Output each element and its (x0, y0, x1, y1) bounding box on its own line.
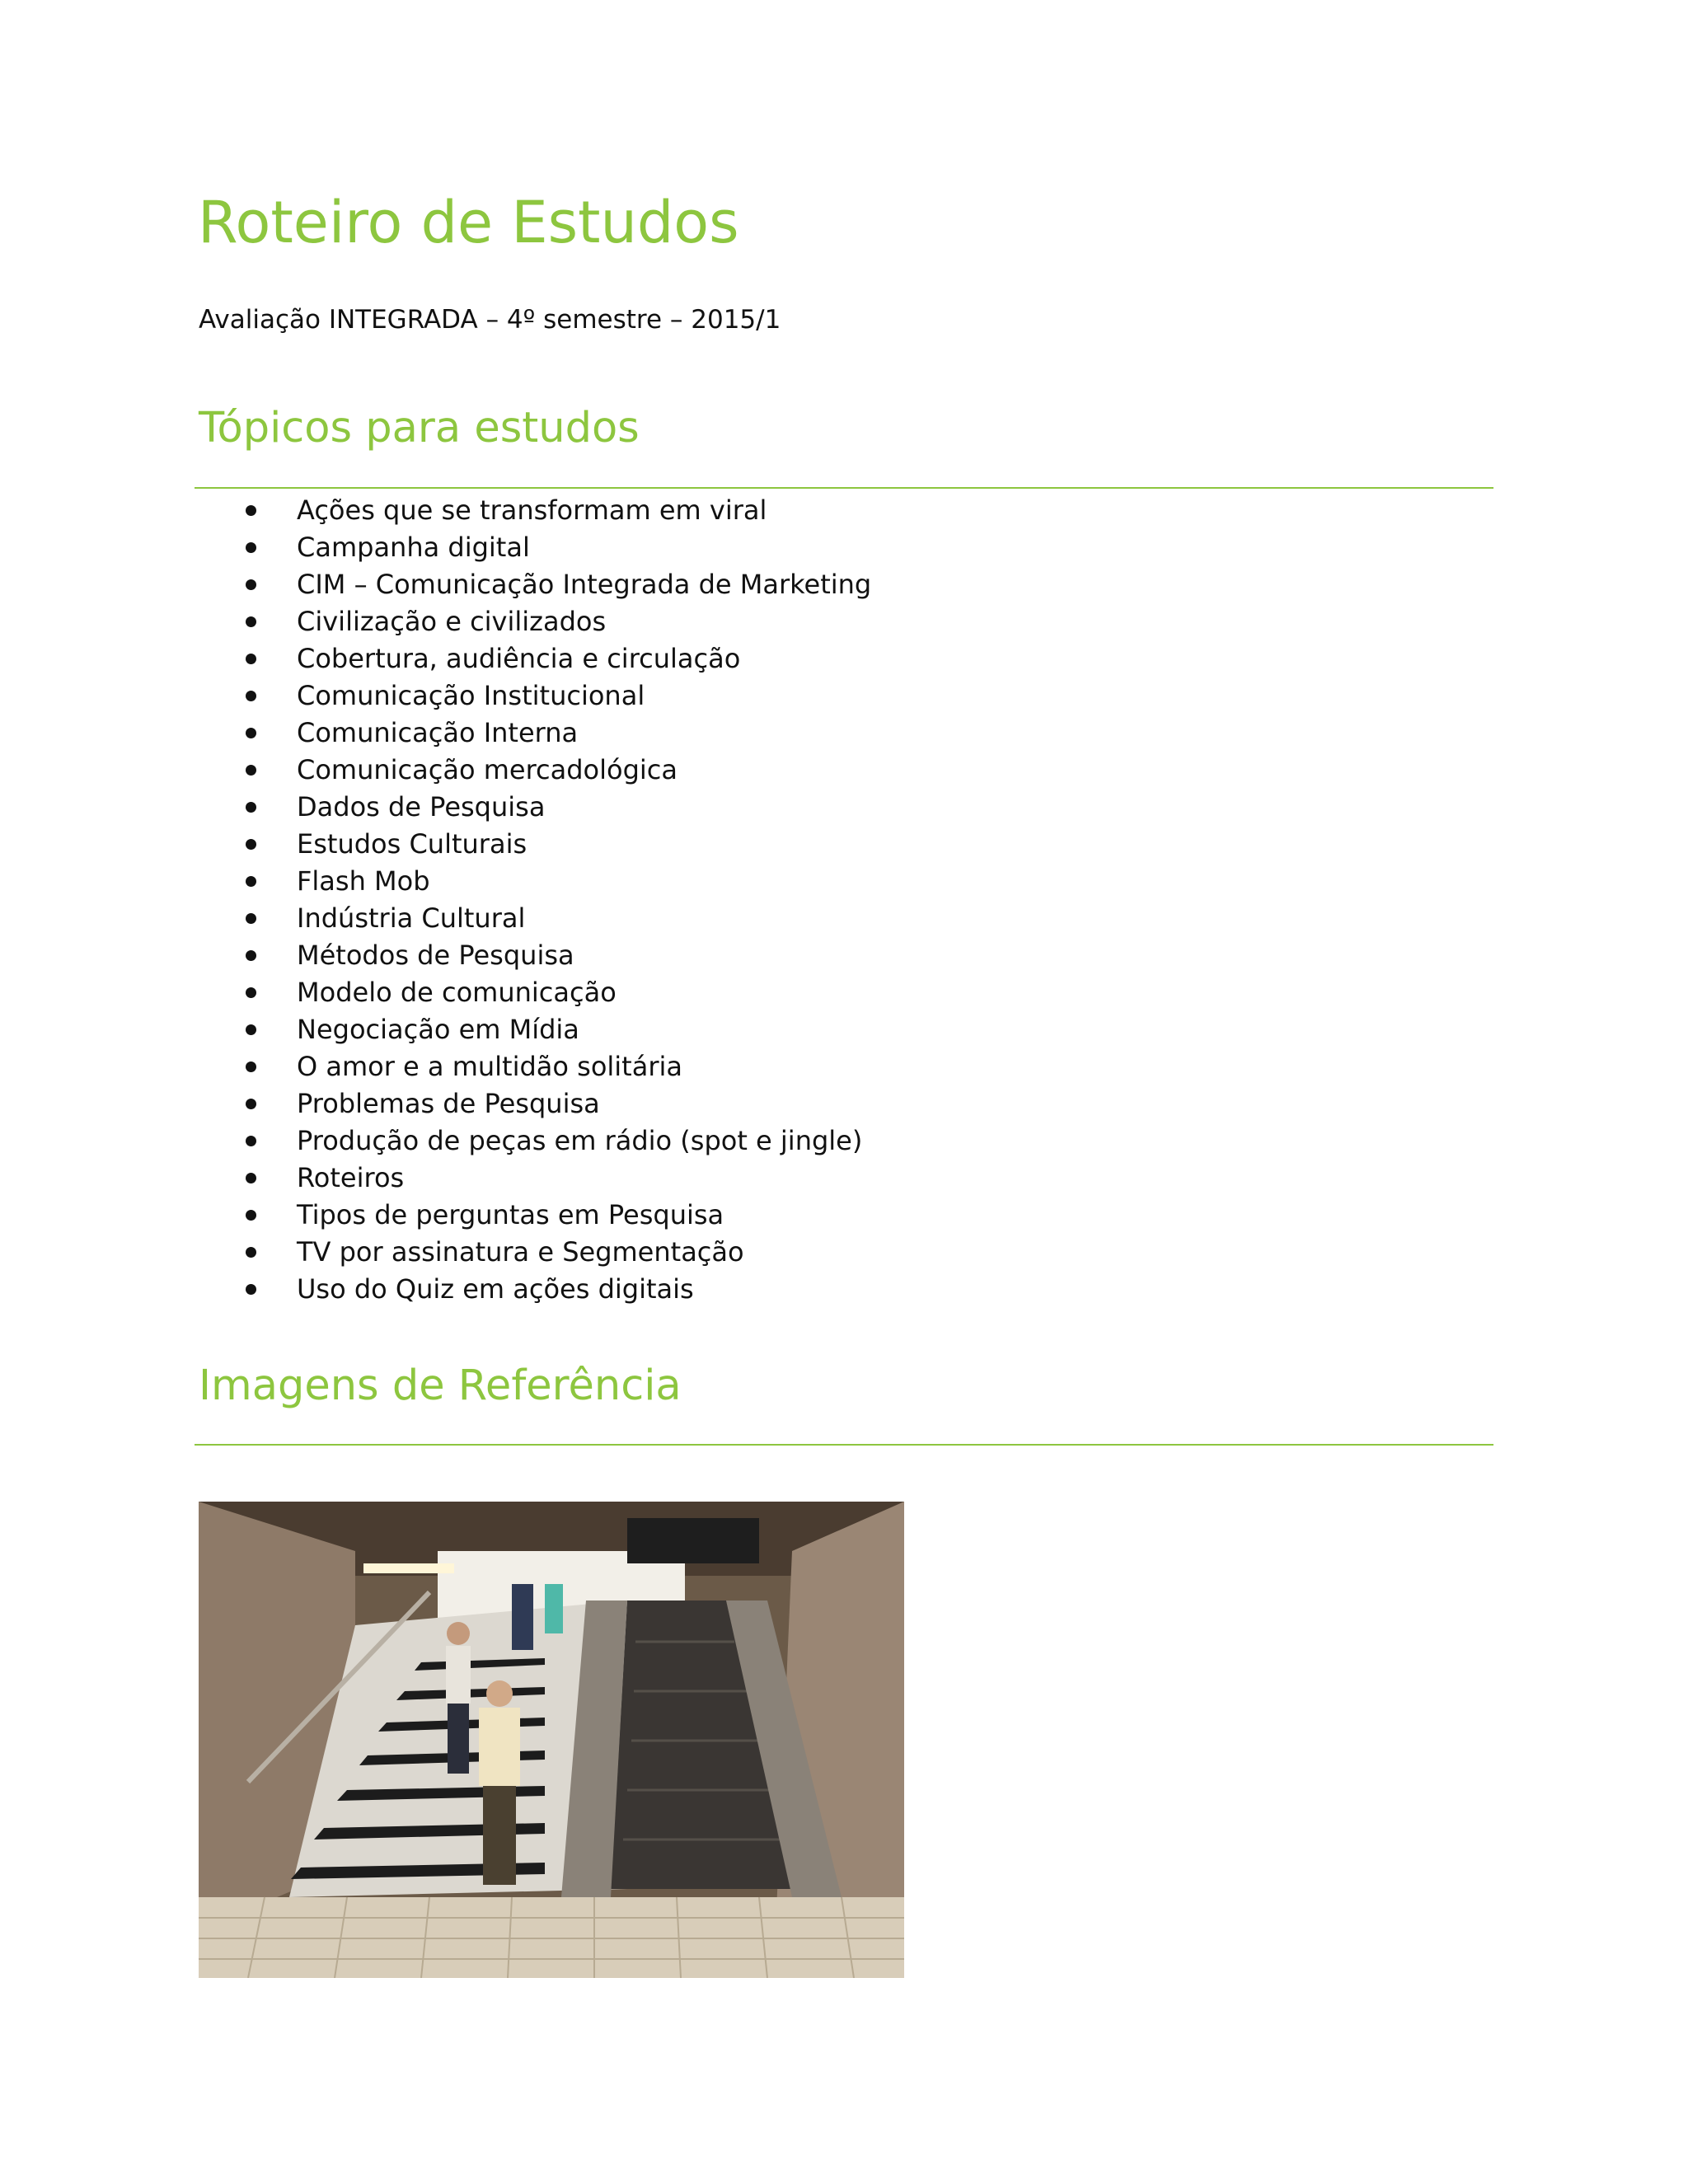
topic-text: Flash Mob (297, 865, 430, 897)
bullet-icon (246, 579, 256, 590)
topics-heading: Tópicos para estudos (199, 404, 640, 452)
topic-text: Negociação em Mídia (297, 1014, 579, 1045)
bullet-icon (246, 1247, 256, 1258)
bullet-icon (246, 1099, 256, 1109)
bullet-icon (246, 950, 256, 961)
bullet-icon (246, 765, 256, 776)
topic-text: Civilização e civilizados (297, 606, 607, 637)
document-subtitle: Avaliação INTEGRADA – 4º semestre – 2015/1 (199, 305, 781, 335)
topic-text: CIM – Comunicação Integrada de Marketing (297, 569, 872, 600)
topic-text: Uso do Quiz em ações digitais (297, 1273, 694, 1305)
bullet-icon (246, 839, 256, 850)
topic-text: Tipos de perguntas em Pesquisa (297, 1199, 724, 1230)
topic-text: Comunicação mercadológica (297, 754, 678, 785)
images-divider (195, 1444, 1493, 1446)
bullet-icon (246, 1024, 256, 1035)
topic-text: Comunicação Interna (297, 717, 579, 748)
bullet-icon (246, 1136, 256, 1146)
topic-text: Ações que se transformam em viral (297, 494, 767, 526)
bullet-icon (246, 616, 256, 627)
bullet-icon (246, 1284, 256, 1295)
topic-text: Problemas de Pesquisa (297, 1088, 600, 1119)
bullet-icon (246, 876, 256, 887)
topic-text: Métodos de Pesquisa (297, 940, 574, 971)
topic-text: Comunicação Institucional (297, 680, 645, 711)
topic-text: Cobertura, audiência e circulação (297, 643, 741, 674)
topic-text: Estudos Culturais (297, 828, 528, 860)
bullet-icon (246, 802, 256, 813)
topic-text: TV por assinatura e Segmentação (297, 1236, 744, 1268)
bullet-icon (246, 505, 256, 516)
topic-text: Dados de Pesquisa (297, 791, 546, 823)
bullet-icon (246, 691, 256, 701)
reference-photo-piano-stairs (199, 1502, 904, 1978)
topic-text: Modelo de comunicação (297, 977, 617, 1008)
topic-text: Roteiros (297, 1162, 405, 1193)
topic-text: Produção de peças em rádio (spot e jingle) (297, 1125, 863, 1156)
topic-text: Indústria Cultural (297, 902, 526, 934)
images-heading: Imagens de Referência (199, 1361, 682, 1410)
bullet-icon (246, 1173, 256, 1183)
topics-divider (195, 487, 1493, 489)
bullet-icon (246, 542, 256, 553)
bullet-icon (246, 654, 256, 664)
bullet-icon (246, 1062, 256, 1072)
topic-text: O amor e a multidão solitária (297, 1051, 682, 1082)
bullet-icon (246, 913, 256, 924)
bullet-icon (246, 1210, 256, 1221)
bullet-icon (246, 987, 256, 998)
document-title: Roteiro de Estudos (198, 189, 739, 256)
topic-text: Campanha digital (297, 532, 530, 563)
bullet-icon (246, 728, 256, 738)
